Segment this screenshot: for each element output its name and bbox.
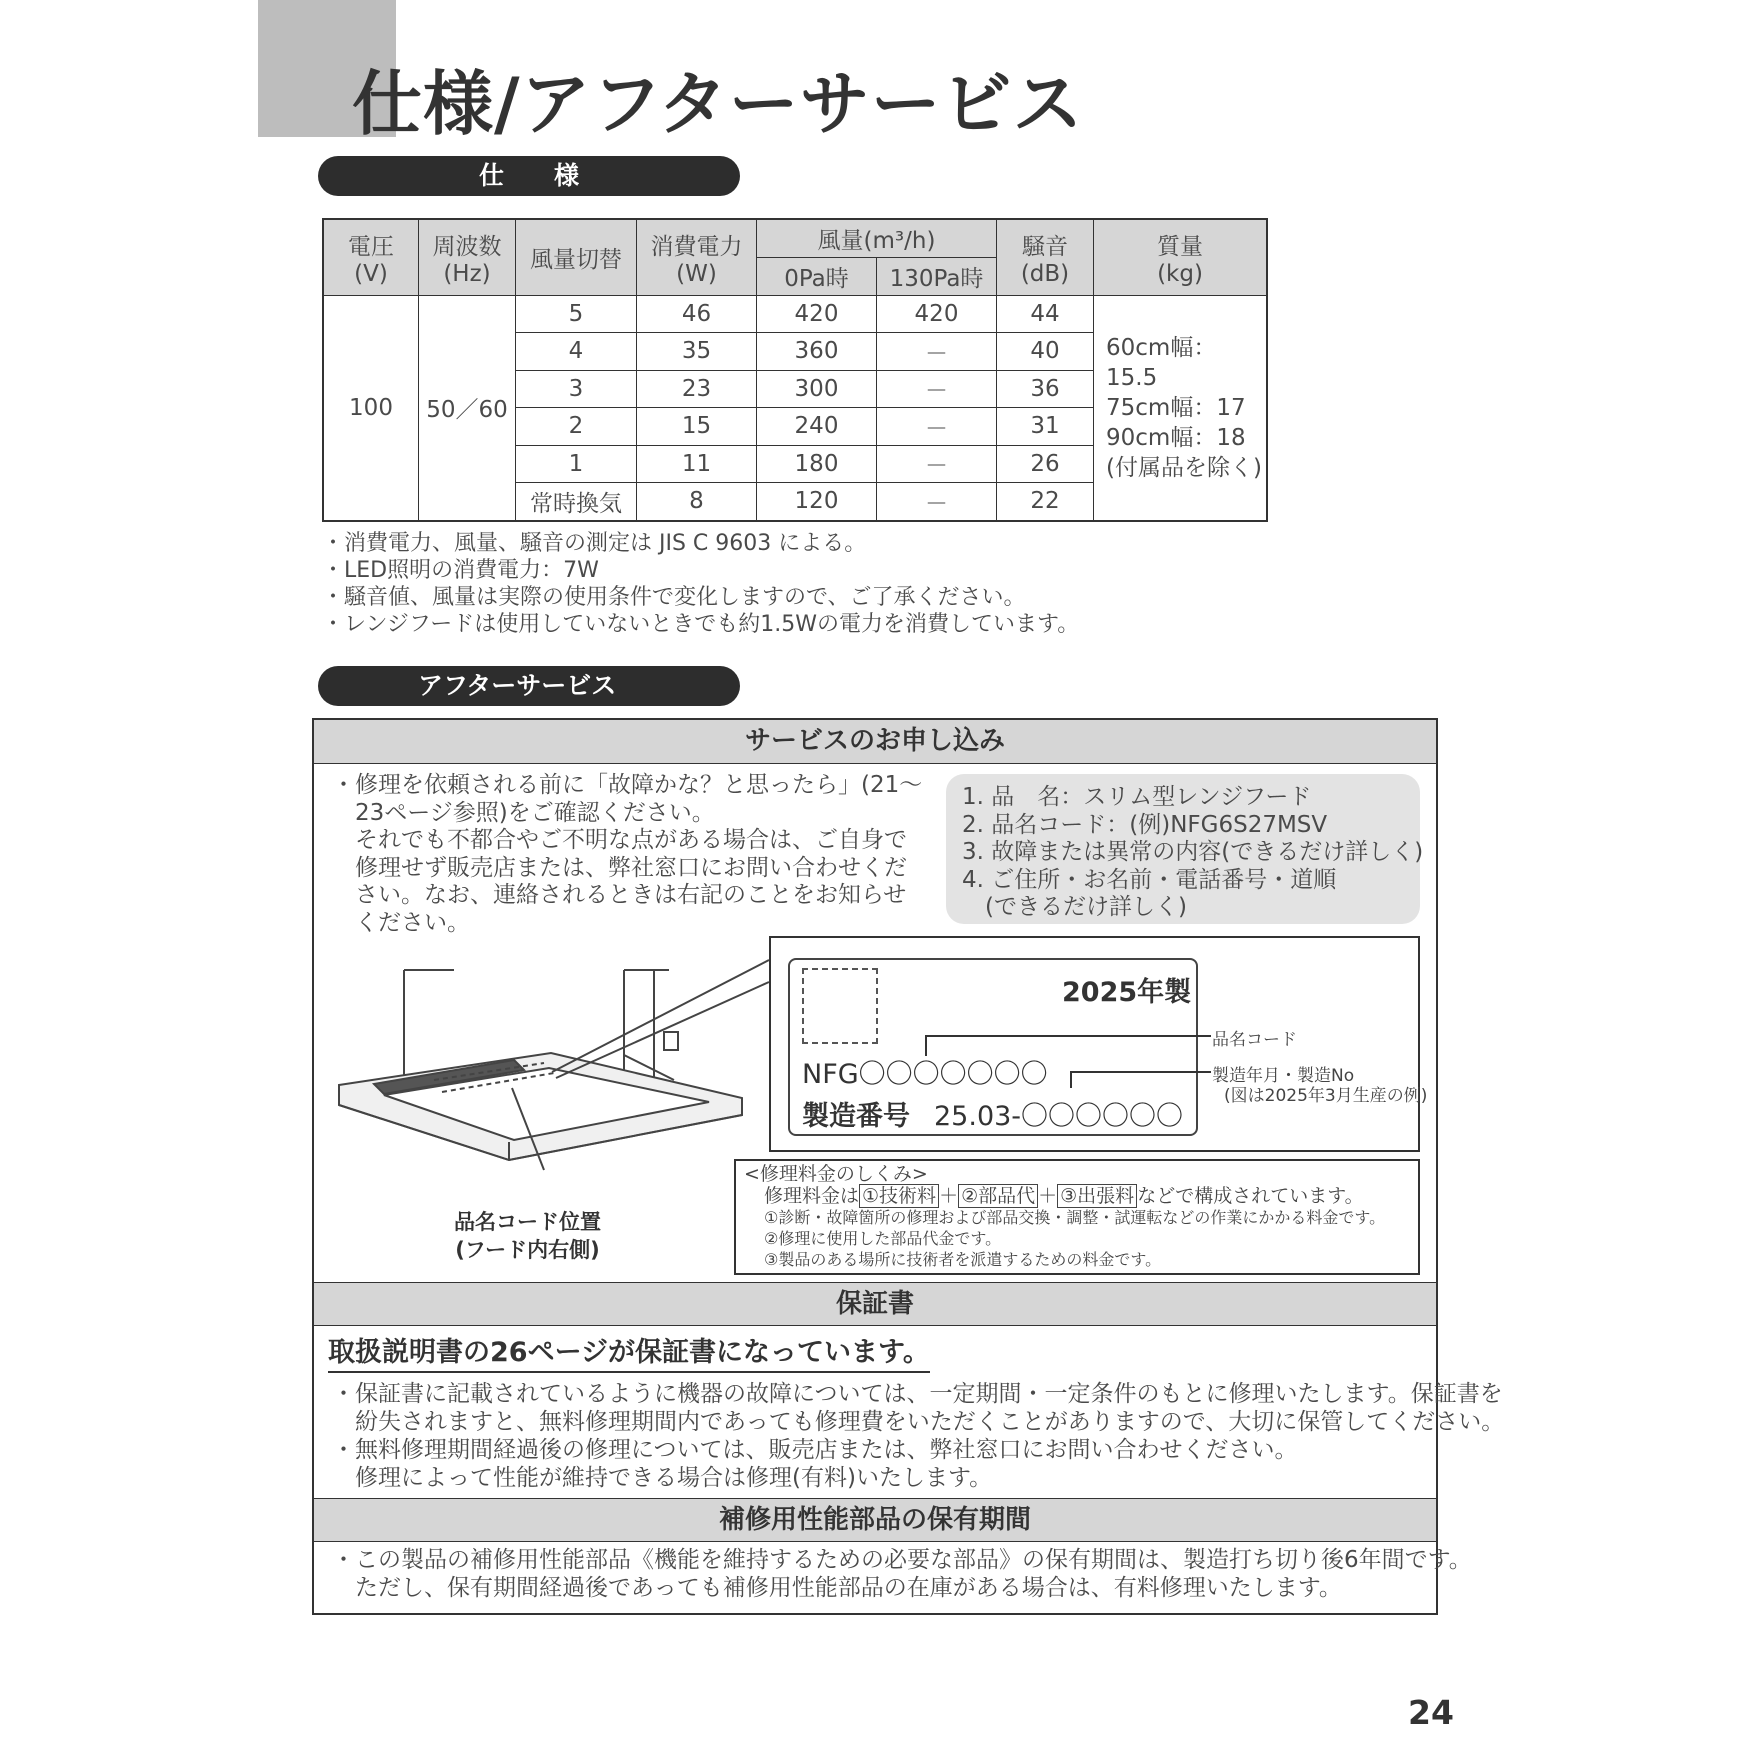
after-pill-label: アフターサービス xyxy=(418,671,617,700)
mass-value: 60cm幅：15.5 75cm幅：17 90cm幅：18 (付属品を除く) xyxy=(1094,295,1268,521)
parts-heading: 補修用性能部品の保有期間 xyxy=(314,1498,1436,1542)
fee-item-parts: ②部品代 xyxy=(958,1184,1038,1208)
cell-power: 11 xyxy=(637,445,757,483)
warranty-lead: 取扱説明書の26ページが保証書になっています。 xyxy=(328,1330,930,1373)
spec-note: ・消費電力、風量、騒音の測定は JIS C 9603 による。 xyxy=(322,531,867,556)
page-number: 24 xyxy=(1408,1693,1454,1732)
spec-note: ・騒音値、風量は実際の使用条件で変化しますので、ご了承ください。 xyxy=(322,585,1026,610)
cell-noise: 40 xyxy=(997,333,1094,371)
label-frame xyxy=(769,936,1428,1152)
parts-text: ・この製品の補修用性能部品《機能を維持するための必要な部品》の保有期間は、製造打ち切り後6年間です。 ただし、保有期間経過後であっても補修用性能部品の在庫がある場合は、有料修理いたします。 xyxy=(332,1547,1472,1601)
cell-switch: 常時換気 xyxy=(516,483,637,521)
spec-note: ・LED照明の消費電力：7W xyxy=(322,558,599,583)
fee-item-travel: ③出張料 xyxy=(1057,1184,1137,1208)
cell-switch: 4 xyxy=(516,333,637,371)
manufacture-year: 2025年製 xyxy=(1062,977,1192,1008)
cell-power: 35 xyxy=(637,333,757,371)
fee-item-tech: ①技術料 xyxy=(859,1184,939,1208)
cell-power: 8 xyxy=(637,483,757,521)
fee-title: <修理料金のしくみ> xyxy=(744,1163,928,1185)
cell-switch: 2 xyxy=(516,408,637,446)
page-title: 仕様/アフターサービス xyxy=(352,63,1084,145)
header-mass: 質量 (kg) xyxy=(1094,219,1268,295)
cell-air130: 420 xyxy=(877,295,997,333)
cell-air0: 120 xyxy=(757,483,877,521)
fee-line: 修理料金は ①技術料 ＋ ②部品代 ＋ ③出張料 などで構成されています。 xyxy=(764,1185,1364,1207)
callout-date: 製造年月・製造No xyxy=(1212,1066,1355,1086)
cell-air130: － xyxy=(877,333,997,371)
after-service-pill xyxy=(318,666,740,706)
cell-switch: 5 xyxy=(516,295,637,333)
header-power: 消費電力 (W) xyxy=(637,219,757,295)
cell-air130: － xyxy=(877,370,997,408)
fee-note: ③製品のある場所に技術者を派遣するための料金です。 xyxy=(764,1250,1162,1269)
header-airflow-130pa: 130Pa時 xyxy=(877,257,997,295)
callout-example: (図は2025年3月生産の例) xyxy=(1224,1086,1428,1106)
serial-number: 製造番号 25.03-〇〇〇〇〇〇 xyxy=(802,1101,1184,1132)
cell-switch: 3 xyxy=(516,370,637,408)
cell-noise: 36 xyxy=(997,370,1094,408)
cell-switch: 1 xyxy=(516,445,637,483)
repair-fee-box xyxy=(734,1159,1420,1275)
service-heading: サービスのお申し込み xyxy=(314,720,1436,764)
fee-note: ①診断・故障箇所の修理および部品交換・調整・試運転などの作業にかかる料金です。 xyxy=(764,1208,1386,1227)
table-row xyxy=(323,295,1267,333)
contact-info-box: 1. 品 名：スリム型レンジフード 2. 品名コード：(例)NFG6S27MSV 3. 故障または異常の内容(できるだけ詳しく) 4. ご住所・お名前・電話番号・道順 (できるだけ詳しく) xyxy=(946,774,1420,924)
cell-power: 23 xyxy=(637,370,757,408)
cell-air130: － xyxy=(877,483,997,521)
spec-pill-label: 仕 様 xyxy=(478,161,579,190)
cell-air0: 360 xyxy=(757,333,877,371)
cell-air0: 240 xyxy=(757,408,877,446)
cell-noise: 26 xyxy=(997,445,1094,483)
spec-notes xyxy=(322,530,1079,638)
callout-product-code: 品名コード xyxy=(1212,1030,1297,1050)
header-airflow: 風量(m³/h) xyxy=(757,219,997,257)
header-fan-switch: 風量切替 xyxy=(516,219,637,295)
cell-air0: 420 xyxy=(757,295,877,333)
spec-table xyxy=(322,218,1268,522)
after-service-box xyxy=(312,718,1505,1615)
header-airflow-0pa: 0Pa時 xyxy=(757,257,877,295)
header-voltage: 電圧 (V) xyxy=(323,219,419,295)
voltage-value: 100 xyxy=(323,295,419,521)
cell-noise: 44 xyxy=(997,295,1094,333)
range-hood-illustration xyxy=(314,920,774,1180)
cell-air0: 300 xyxy=(757,370,877,408)
product-code: NFG〇〇〇〇〇〇〇 xyxy=(802,1059,1048,1090)
spec-section-pill xyxy=(318,156,740,196)
cell-noise: 22 xyxy=(997,483,1094,521)
service-text: ・修理を依頼される前に「故障かな？と思ったら」(21～ 23ページ参照)をご確認ください。 それでも不都合やご不明な点がある場合は、ご自身で 修理せず販売店または、弊社窓口にお問い合わせくだ さい。なお、連絡されるときは右記のことをお知らせ ください。 xyxy=(332,772,923,936)
header-noise: 騒音 (dB) xyxy=(997,219,1094,295)
cell-noise: 31 xyxy=(997,408,1094,446)
cell-air130: － xyxy=(877,445,997,483)
spec-note: ・レンジフードは使用していないときでも約1.5Wの電力を消費しています。 xyxy=(322,612,1080,637)
cell-power: 15 xyxy=(637,408,757,446)
header-frequency: 周波数 (Hz) xyxy=(419,219,516,295)
callout-lines xyxy=(771,938,1422,1154)
warranty-heading: 保証書 xyxy=(314,1282,1436,1326)
warranty-text: ・保証書に記載されているように機器の故障については、一定期間・一定条件のもとに修理いたします。保証書を 紛失されますと、無料修理期間内であっても修理費をいただくことがありますので、大切に保管してください。 ・無料修理期間経過後の修理については、販売店または、弊社窓口にお問い合わせください。 修理によって性能が維持できる場合は修理(有料)いたします。 xyxy=(332,1381,1505,1491)
fee-note: ②修理に使用した部品代金です。 xyxy=(764,1229,1002,1248)
frequency-value: 50／60 xyxy=(419,295,516,521)
cell-air130: － xyxy=(877,408,997,446)
code-position-caption: 品名コード位置 (フード内右側) xyxy=(454,1210,601,1262)
cell-air0: 180 xyxy=(757,445,877,483)
cell-power: 46 xyxy=(637,295,757,333)
